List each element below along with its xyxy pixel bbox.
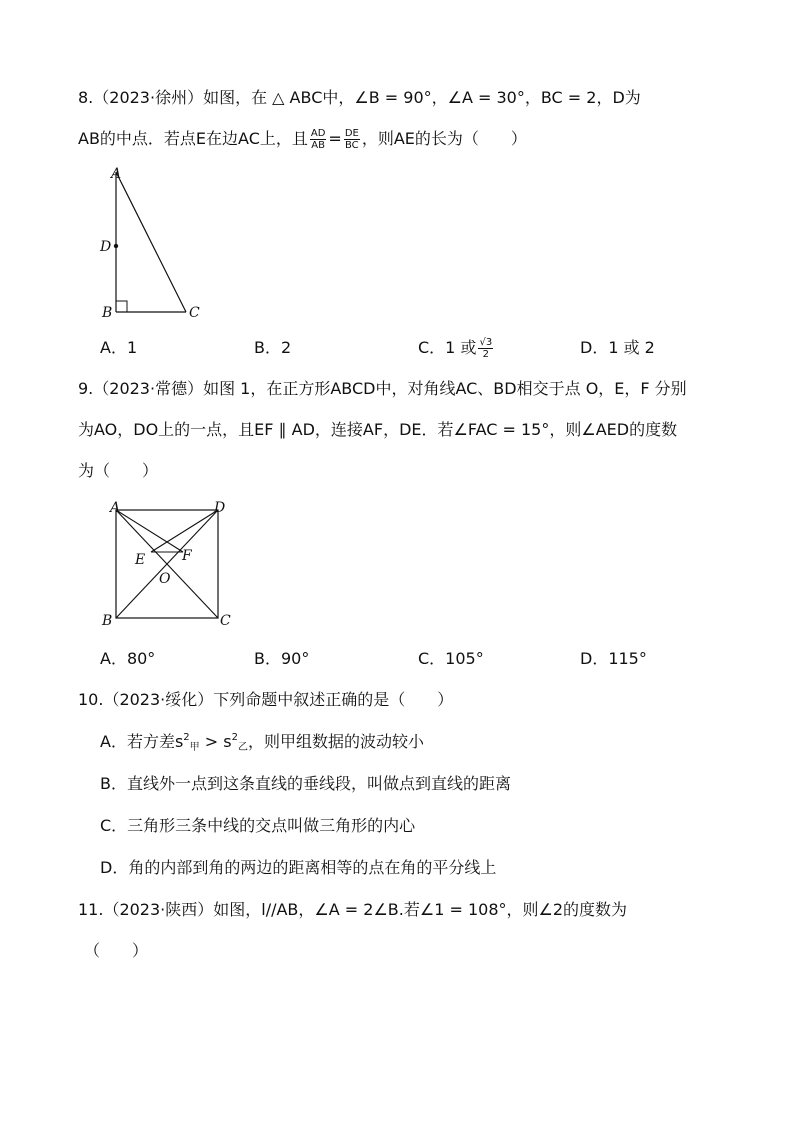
q10-option-a-sup1: 2 (183, 732, 190, 743)
q9-label-a: A (110, 500, 121, 516)
q9-option-c[interactable]: C．105° (418, 649, 484, 668)
q8-label-d: D (100, 239, 112, 255)
q8-frac1-denominator: AB (311, 140, 325, 151)
q10-option-a-sup2: 2 (231, 732, 238, 743)
q8-frac2-denominator: BC (345, 140, 359, 151)
q8-option-c-numerator: √3 (479, 337, 493, 348)
q8-fraction-ad-ab (310, 128, 327, 151)
q8-label-b: B (102, 305, 113, 321)
q9-stem-line3: 为（ ） (78, 461, 159, 480)
q10-stem: 10.（2023·绥化）下列命题中叙述正确的是（ ） (78, 690, 454, 709)
q10-option-a-mid: > s (199, 732, 232, 751)
q9-label-d: D (214, 500, 226, 516)
q8-options (100, 336, 700, 360)
q10-option-a-post: ，则甲组数据的波动较小 (247, 732, 424, 751)
q9-label-o: O (159, 571, 171, 587)
q8-option-b[interactable]: B．2 (254, 338, 292, 357)
q8-point-d (114, 244, 118, 248)
q11-stem-line1: 11.（2023·陕西）如图，l//AB，∠A = 2∠B.若∠1 = 108°，则∠2的度数为 (78, 900, 628, 919)
q8-label-c: C (189, 305, 200, 321)
q9-stem-line1: 9.（2023·常德）如图 1，在正方形ABCD中，对角线AC、BD相交于点 O，E，F 分别 (78, 379, 687, 398)
q8-option-c[interactable] (418, 336, 495, 360)
q9-label-f: F (182, 548, 192, 564)
q9-option-a[interactable]: A．80° (100, 649, 156, 668)
q8-frac1-numerator: AD (310, 128, 326, 139)
q8-fraction-de-bc (344, 128, 360, 151)
q9-label-b: B (102, 613, 113, 629)
q10-option-a[interactable] (100, 731, 424, 756)
q9-option-d[interactable]: D．115° (580, 649, 647, 668)
q8-side-ac (116, 172, 186, 312)
q8-stem-line2-post: ，则AE的长为（ ） (361, 129, 527, 148)
q8-right-angle-mark (116, 301, 127, 312)
q9-stem-line2: 为AO，DO上的一点，且EF ∥ AD，连接AF，DE．若∠FAC = 15°，则∠AED的度数 (78, 420, 678, 439)
q8-label-a: A (111, 166, 122, 182)
q9-option-b[interactable]: B．90° (254, 649, 310, 668)
q8-stem-line2-pre: AB的中点．若点E在边AC上，且 (78, 129, 308, 148)
q8-frac2-numerator: DE (344, 128, 359, 139)
q8-triangle-figure (96, 160, 216, 325)
q10-option-d[interactable]: D．角的内部到角的两边的距离相等的点在角的平分线上 (100, 858, 497, 877)
q11-stem-line2: （ ） (84, 941, 149, 960)
q9-options (100, 647, 700, 671)
q10-option-c[interactable]: C．三角形三条中线的交点叫做三角形的内心 (100, 816, 416, 835)
q8-option-c-text: C．1 或 (418, 338, 477, 357)
q9-label-c: C (220, 613, 231, 629)
q10-option-a-sub2: 乙 (237, 742, 248, 753)
q8-equals: = (328, 129, 342, 148)
q10-option-a-pre: A．若方差s (100, 732, 184, 751)
q10-option-b[interactable]: B．直线外一点到这条直线的垂线段，叫做点到直线的距离 (100, 774, 511, 793)
q8-option-c-denominator: 2 (482, 349, 489, 360)
q8-stem-line2 (78, 128, 527, 151)
q9-square-figure (96, 496, 246, 631)
q8-option-d[interactable]: D．1 或 2 (580, 338, 655, 357)
q8-option-c-fraction (478, 337, 493, 360)
q10-option-a-sub1: 甲 (189, 742, 200, 753)
q8-option-a[interactable]: A．1 (100, 338, 138, 357)
q8-stem-line1: 8.（2023·徐州）如图，在 △ ABC中，∠B = 90°，∠A = 30°，BC = 2，D为 (78, 88, 641, 107)
q9-label-e: E (135, 552, 146, 568)
